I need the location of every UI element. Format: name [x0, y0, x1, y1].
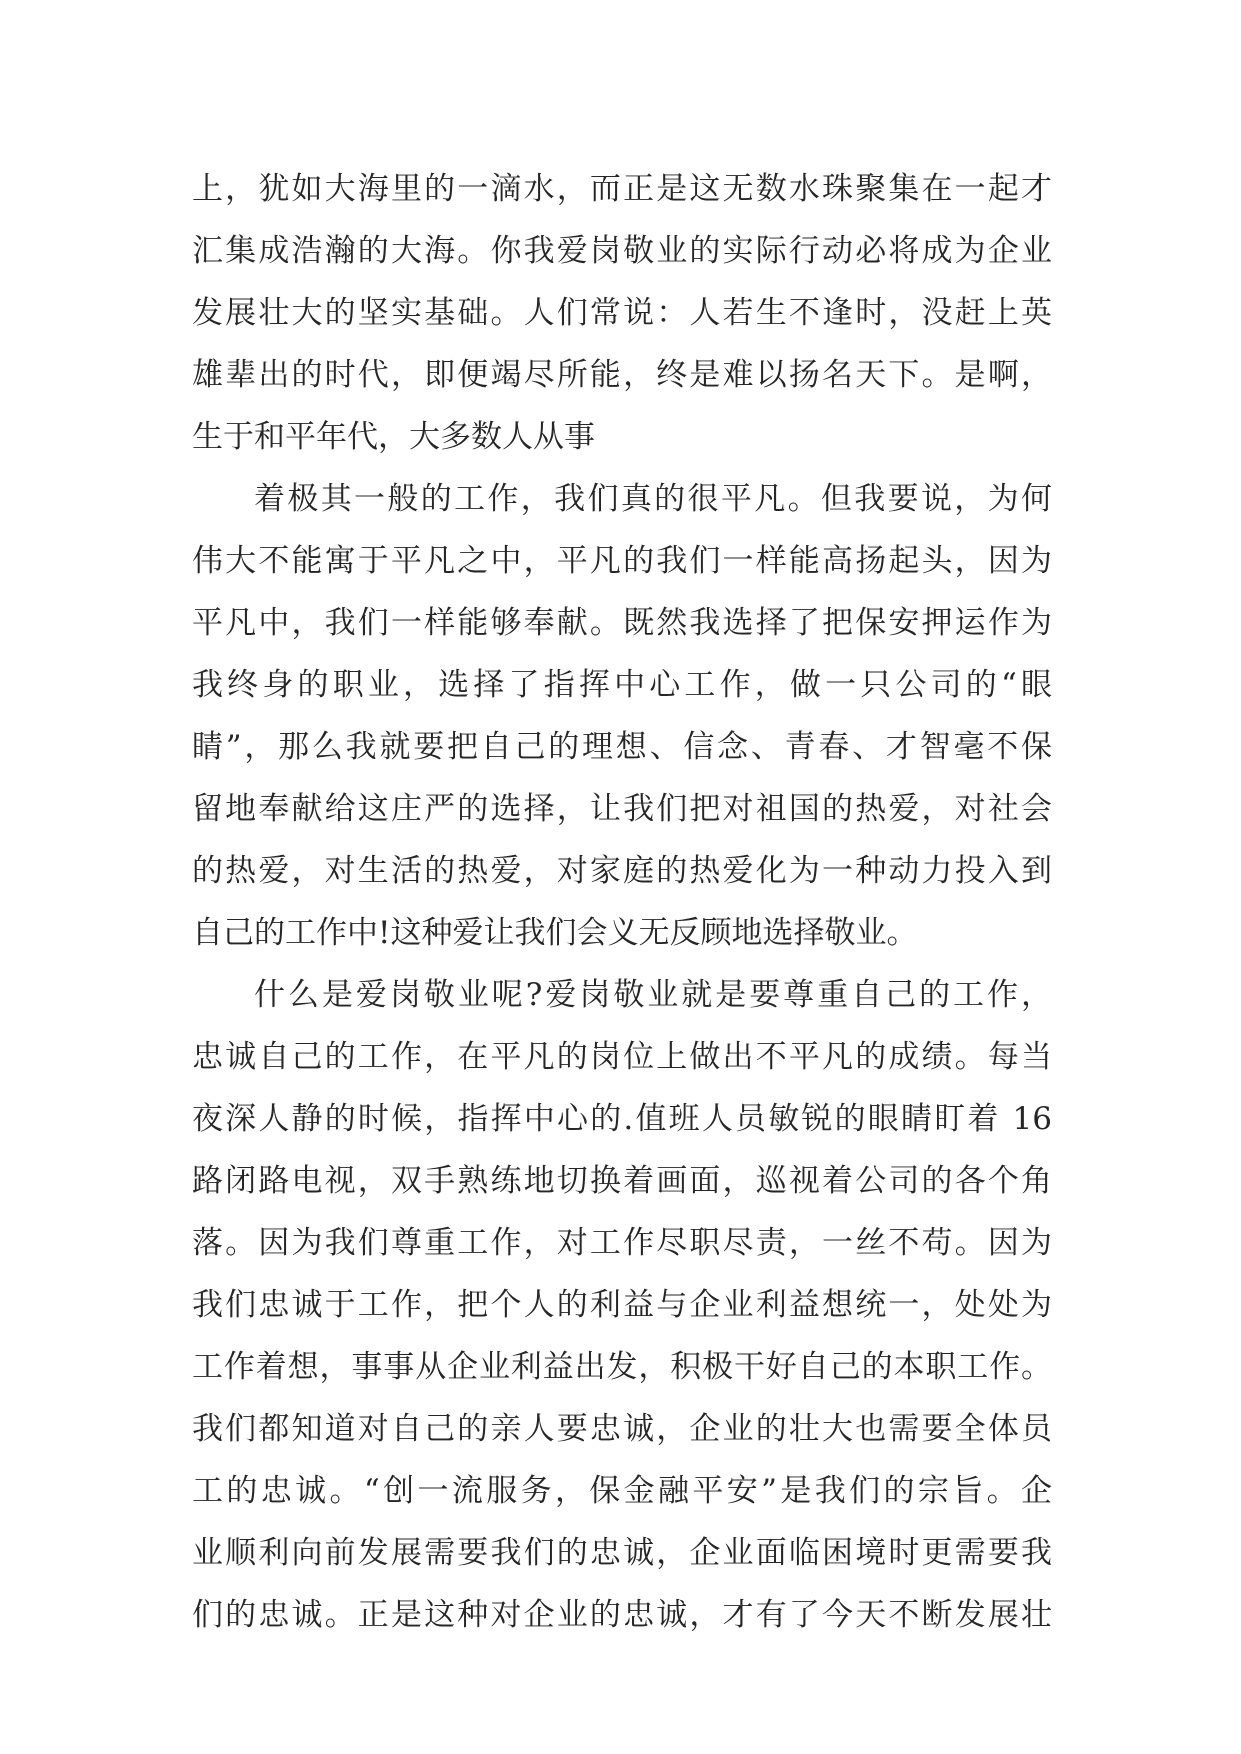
- text-line: 留地奉献给这庄严的选择，让我们把对祖国的热爱，对社会: [192, 791, 1052, 827]
- text-line: 夜深人静的时候，指挥中心的.值班人员敏锐的眼睛盯着 16: [192, 1101, 1052, 1137]
- text-line: 忠诚自己的工作，在平凡的岗位上做出不平凡的成绩。每当: [192, 1039, 1052, 1075]
- text-line: 上，犹如大海里的一滴水，而正是这无数水珠聚集在一起才: [192, 171, 1052, 207]
- text-line: 汇集成浩瀚的大海。你我爱岗敬业的实际行动必将成为企业: [192, 233, 1052, 269]
- paragraph-1: [192, 158, 1052, 468]
- paragraph-3: [192, 964, 1052, 1646]
- text-line: 我们忠诚于工作，把个人的利益与企业利益想统一，处处为: [192, 1287, 1052, 1323]
- text-line: 工的忠诚。“创一流服务，保金融平安”是我们的宗旨。企: [192, 1473, 1052, 1509]
- text-line: 着极其一般的工作，我们真的很平凡。但我要说，为何: [254, 481, 1052, 517]
- text-line: 业顺利向前发展需要我们的忠诚，企业面临困境时更需要我: [192, 1535, 1052, 1571]
- text-line: 什么是爱岗敬业呢?爱岗敬业就是要尊重自己的工作，: [254, 977, 1052, 1013]
- text-line: 我们都知道对自己的亲人要忠诚，企业的壮大也需要全体员: [192, 1411, 1052, 1447]
- text-line: 工作着想，事事从企业利益出发，积极干好自己的本职工作。: [192, 1349, 1052, 1385]
- text-line: 平凡中，我们一样能够奉献。既然我选择了把保安押运作为: [192, 605, 1052, 641]
- text-line: 伟大不能寓于平凡之中，平凡的我们一样能高扬起头，因为: [192, 543, 1052, 579]
- text-line: 路闭路电视，双手熟练地切换着画面，巡视着公司的各个角: [192, 1163, 1052, 1199]
- text-line: 睛”，那么我就要把自己的理想、信念、青春、才智毫不保: [192, 729, 1052, 765]
- text-line: 发展壮大的坚实基础。人们常说：人若生不逢时，没赶上英: [192, 295, 1052, 331]
- paragraph-2: [192, 468, 1052, 964]
- text-line: 生于和平年代，大多数人从事: [192, 419, 595, 455]
- text-line: 们的忠诚。正是这种对企业的忠诚，才有了今天不断发展壮: [192, 1597, 1052, 1633]
- text-line: 的热爱，对生活的热爱，对家庭的热爱化为一种动力投入到: [192, 853, 1052, 889]
- text-line: 雄辈出的时代，即便竭尽所能，终是难以扬名天下。是啊，: [192, 357, 1052, 393]
- text-line: 自己的工作中!这种爱让我们会义无反顾地选择敬业。: [192, 915, 918, 951]
- text-line: 我终身的职业，选择了指挥中心工作，做一只公司的“眼: [192, 667, 1052, 703]
- document-body: [192, 158, 1052, 1646]
- text-line: 落。因为我们尊重工作，对工作尽职尽责，一丝不苟。因为: [192, 1225, 1052, 1261]
